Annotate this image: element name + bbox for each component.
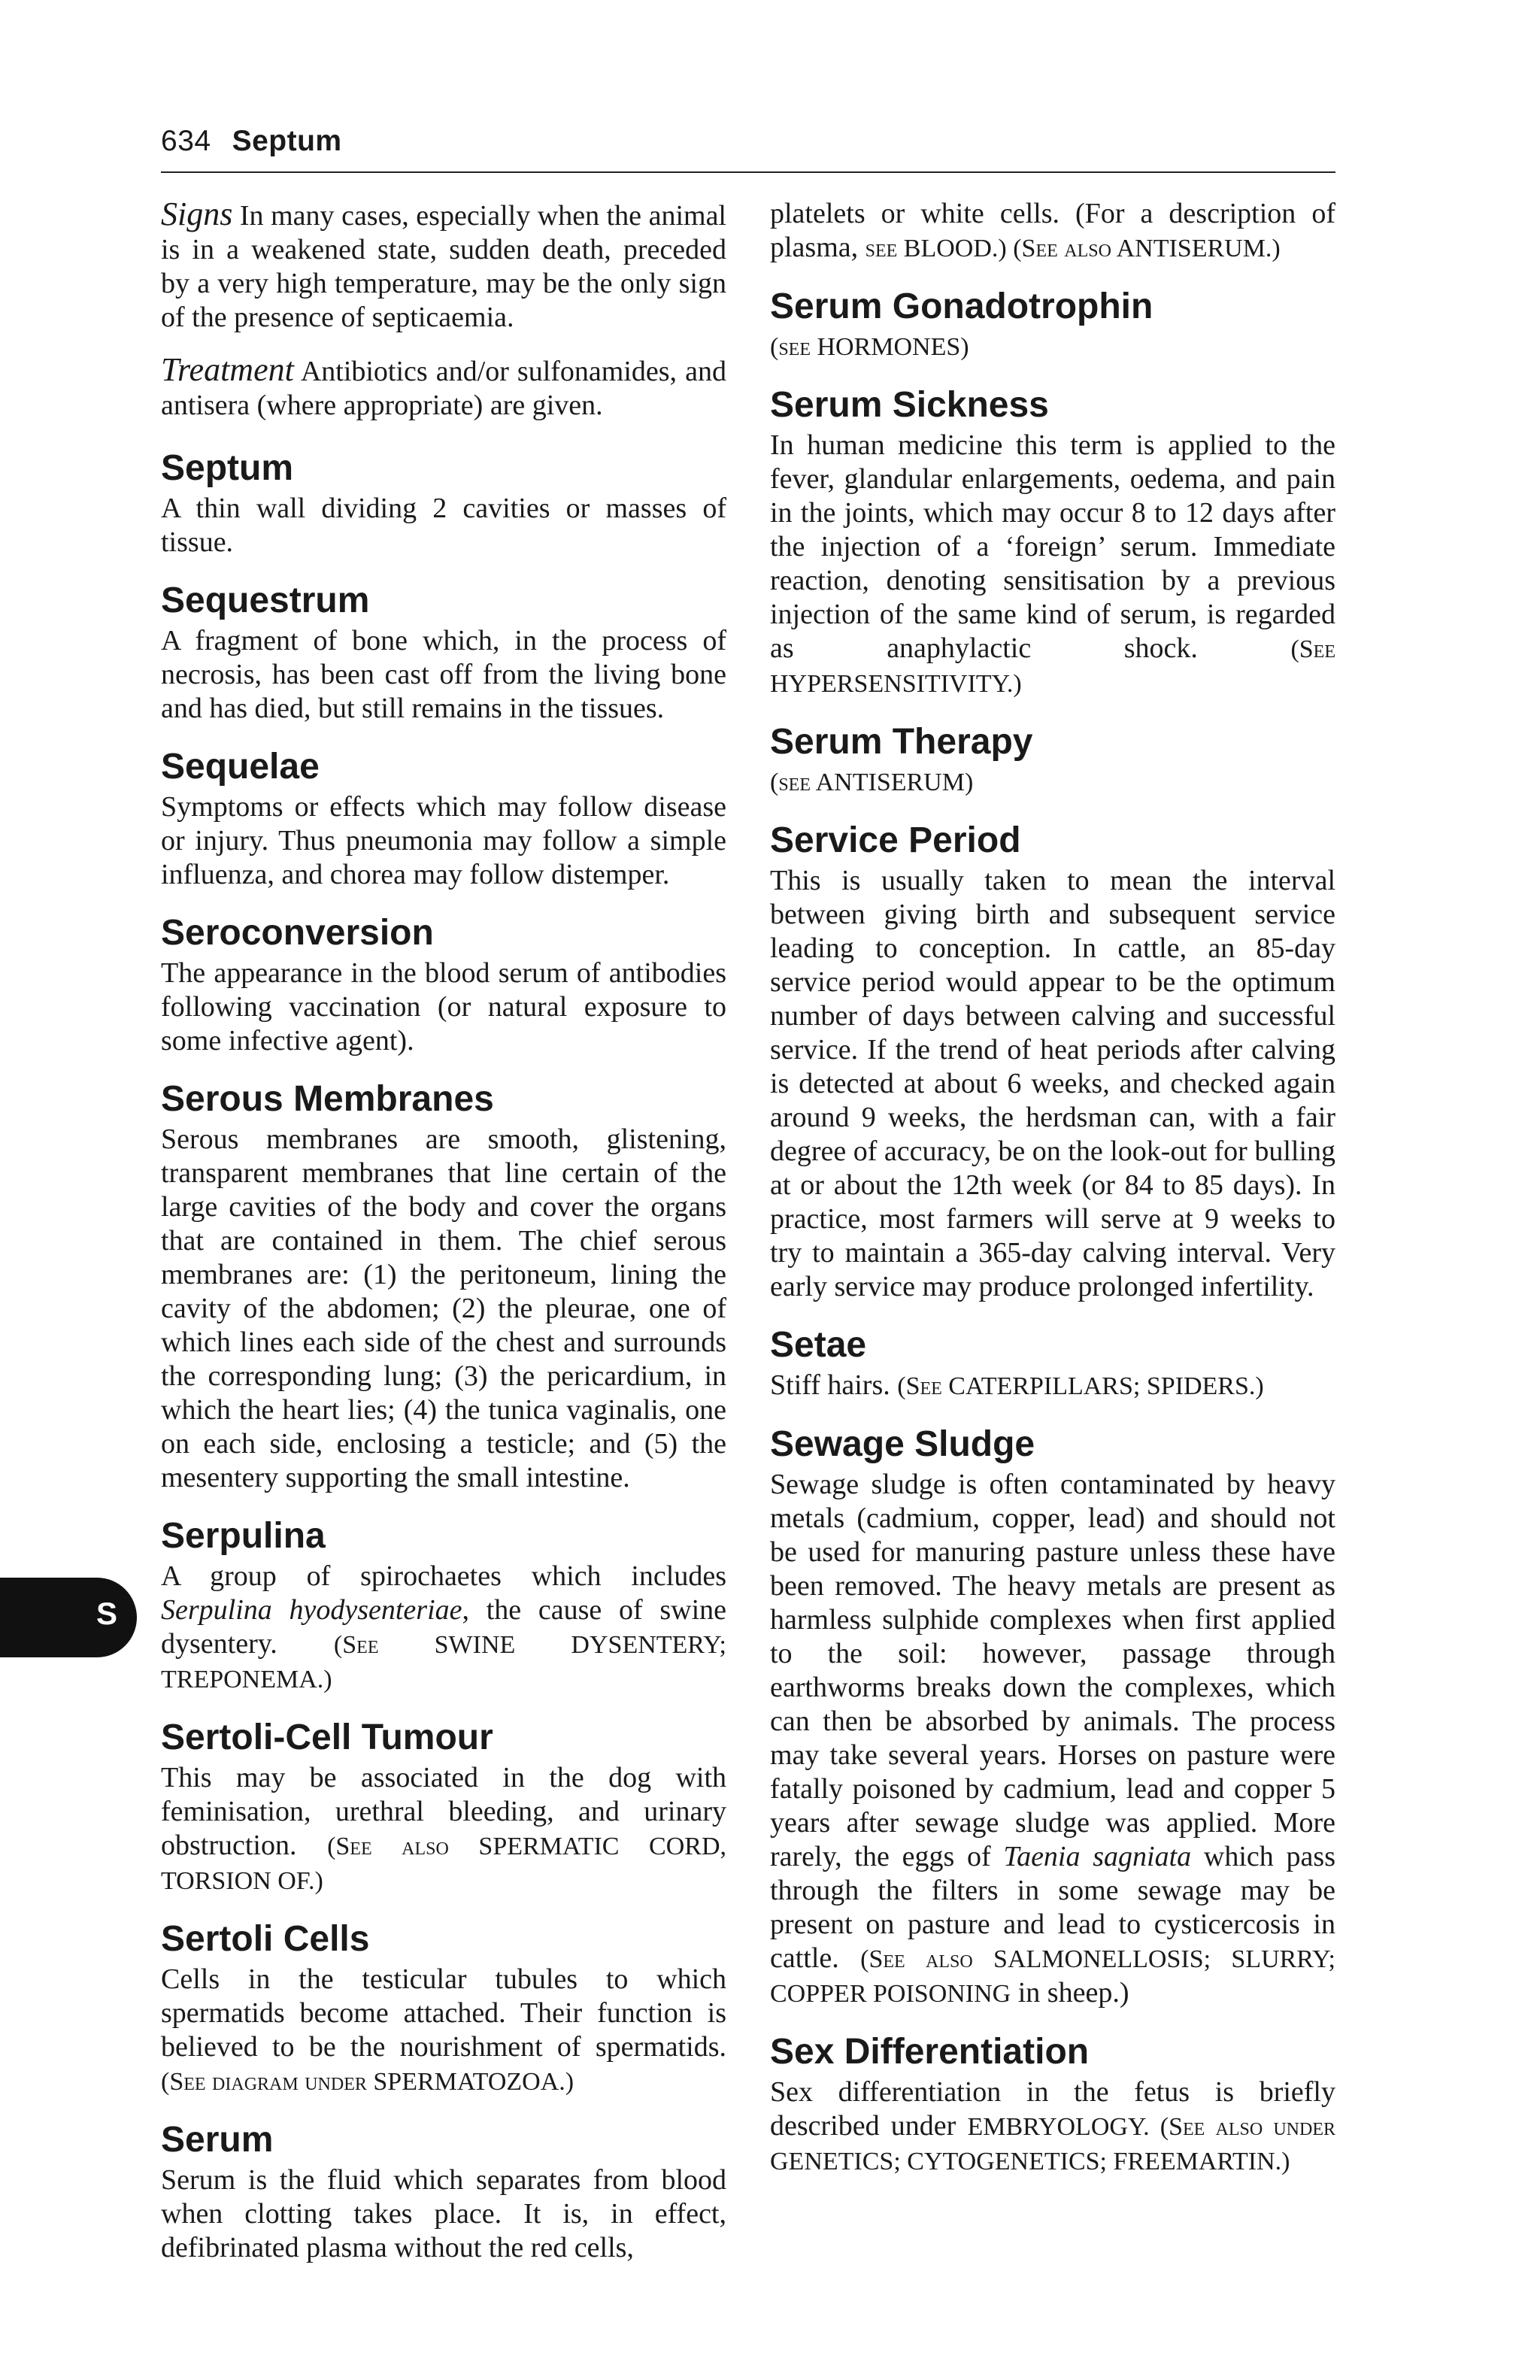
entry-sequestrum [161, 578, 726, 726]
entry-service-period [770, 817, 1335, 1304]
entry-sex-differentiation [770, 2029, 1335, 2178]
entry-seroconversion [161, 910, 726, 1058]
entry-serum-therapy [770, 719, 1335, 799]
entry-serous-membranes [161, 1076, 726, 1495]
entry-serum [161, 2117, 726, 2265]
entry-text: Antibiotics and/or sulfonamides, and antisera (where appropriate) are given. [161, 356, 726, 421]
cross-reference: (see ANTISERUM) [770, 769, 974, 796]
header-rule [161, 171, 1335, 173]
cross-reference: (See diagram under SPERMATOZOA.) [161, 2068, 574, 2096]
cross-reference: EMBRYOLOGY. (See also under GENETICS; CYTOGENETICS; FREEMARTIN.) [770, 2113, 1335, 2175]
entry-text-cont: , the cause of swine dysentery. [161, 1594, 726, 1660]
cross-reference: (See also SALMONELLOSIS; SLURRY; COPPER POISONING [770, 1945, 1335, 2008]
entry-text: Sewage sludge is often contaminated by heavy metals (cadmium, copper, lead) and should not be used for manuring pasture unless these have been removed. The heavy metals are present as harmless sulphide complexes when first applied to the soil: however, passage through earthworms breaks down the complexes, which can then be absorbed by animals. The process may take several years. Horses on pasture were fatally poisoned by cadmium, lead and copper 5 years after sewage sludge was applied. More rarely, the eggs of [770, 1469, 1335, 1872]
cross-reference: (See also SPERMATIC CORD, TORSION OF.) [161, 1833, 726, 1895]
entry-title: Sequestrum [161, 581, 370, 620]
entry-text: A thin wall dividing 2 cavities or masses of tissue. [161, 493, 726, 558]
entry-sewage-sludge [770, 1421, 1335, 2011]
entry-serum-continued [770, 197, 1335, 265]
entry-title: Service Period [770, 820, 1021, 860]
thumb-index-tab [0, 1578, 137, 1657]
entry-title: Serum Therapy [770, 722, 1033, 762]
entry-text: A group of spirochaetes which includes [161, 1560, 726, 1592]
entry-title: Sertoli-Cell Tumour [161, 1718, 493, 1757]
entry-text: In human medicine this term is applied to the fever, glandular enlargements, oedema, and pain in the joints, which may occur 8 to 12 days after the injection of a ‘foreign’ serum. Immediate reaction, denoting sensitisation by a previous injection of the same kind of serum, is regarded as anaphylactic shock. [770, 429, 1335, 664]
entry-text: This is usually taken to mean the interval between giving birth and subsequent service leading to conception. In cattle, an 85-day service period would appear to be the optimum number of days between calving and successful service. If the trend of heat periods after calving is detected at about 6 weeks, and checked again around 9 weeks, the herdsman can, with a fair degree of accuracy, be on the look-out for bulling at or about the 12th week (or 84 to 85 days). In practice, most farmers will serve at 9 weeks to try to maintain a 365-day calving interval. Very early service may produce prolonged infertility. [770, 865, 1335, 1302]
entry-text-cont: which pass through the filters in some sewage may be present on pasture and lead to cysticercosis in cattle. [770, 1841, 1335, 1974]
cross-reference: see BLOOD.) (See also ANTISERUM.) [865, 235, 1281, 262]
entry-title: Serum [161, 2120, 274, 2160]
entry-text: Cells in the testicular tubules to which spermatids become attached. Their function is believed to be the nourishment of spermatids. [161, 1963, 726, 2063]
thumb-index-letter: S [95, 1596, 117, 1631]
entry-text-end: in sheep.) [1017, 1977, 1129, 2009]
running-title: Septum [232, 125, 342, 157]
entry-sequelae [161, 744, 726, 892]
running-head [161, 125, 342, 158]
entry-setae [770, 1322, 1335, 1403]
entry-text: In many cases, especially when the animal is in a weakened state, sudden death, preceded by a very high temperature, may be the only sign of the presence of septicaemia. [161, 200, 726, 333]
cross-reference: (see HORMONES) [770, 333, 969, 361]
entry-serum-sickness [770, 382, 1335, 701]
subhead-label: Signs [161, 196, 233, 232]
entry-text: This may be associated in the dog with feminisation, urethral bleeding, and urinary obstruction. [161, 1762, 726, 1861]
entry-signs [161, 197, 726, 335]
entry-serum-gonadotrophin [770, 283, 1335, 364]
entry-title: Serous Membranes [161, 1079, 494, 1119]
entry-text: Serum is the fluid which separates from blood when clotting takes place. It is, in effect, defibrinated plasma without the red cells, [161, 2164, 726, 2263]
entry-serpulina [161, 1513, 726, 1696]
entry-title: Septum [161, 448, 294, 488]
entry-title: Sertoli Cells [161, 1919, 370, 1959]
entry-title: Serum Sickness [770, 385, 1049, 425]
entry-text: The appearance in the blood serum of antibodies following vaccination (or natural exposure to some infective agent). [161, 957, 726, 1057]
entry-title: Setae [770, 1325, 867, 1365]
entry-title: Serum Gonadotrophin [770, 287, 1153, 326]
entry-title: Sewage Sludge [770, 1424, 1035, 1464]
entry-text: A fragment of bone which, in the process of necrosis, has been cast off from the living bone and has died, but still remains in the tissues. [161, 625, 726, 724]
entry-treatment [161, 353, 726, 423]
entry-title: Seroconversion [161, 913, 434, 953]
entry-sertoli-cell-tumour [161, 1715, 726, 1898]
entry-title: Serpulina [161, 1516, 326, 1556]
entry-title: Sex Differentiation [770, 2032, 1090, 2072]
page-number: 634 [161, 125, 211, 157]
entry-text: Stiff hairs. [770, 1369, 890, 1401]
subhead-label: Treatment [161, 351, 294, 388]
entry-text: Serous membranes are smooth, glistening, transparent membranes that line certain of the large cavities of the body and cover the organs that are contained in them. The chief serous membranes are: (1) the peritoneum, lining the cavity of the abdomen; (2) the pleurae, one of which lines each side of the chest and surrounds the corresponding lung; (3) the pericardium, in which the heart lies; (4) the tunica vaginalis, one on each side, enclosing a testicle; and (5) the mesentery supporting the small intestine. [161, 1123, 726, 1493]
entry-text: platelets or white cells. (For a description of plasma, [770, 198, 1335, 263]
cross-reference: (See HYPERSENSITIVITY.) [770, 635, 1336, 698]
cross-reference: (See SWINE DYSENTERY; TREPONEMA.) [161, 1631, 726, 1693]
left-column [161, 197, 726, 2283]
entry-septum [161, 445, 726, 559]
right-column [770, 197, 1335, 2197]
species-name: Taenia sagniata [1003, 1841, 1192, 1872]
cross-reference: (See CATERPILLARS; SPIDERS.) [897, 1372, 1264, 1400]
entry-title: Sequelae [161, 747, 320, 787]
entry-sertoli-cells [161, 1916, 726, 2099]
species-name: Serpulina hyodysenteriae [161, 1594, 462, 1626]
entry-text: Sex differentiation in the fetus is briefly described under [770, 2076, 1335, 2142]
entry-text: Symptoms or effects which may follow disease or injury. Thus pneumonia may follow a simple influenza, and chorea may follow distemper. [161, 791, 726, 890]
